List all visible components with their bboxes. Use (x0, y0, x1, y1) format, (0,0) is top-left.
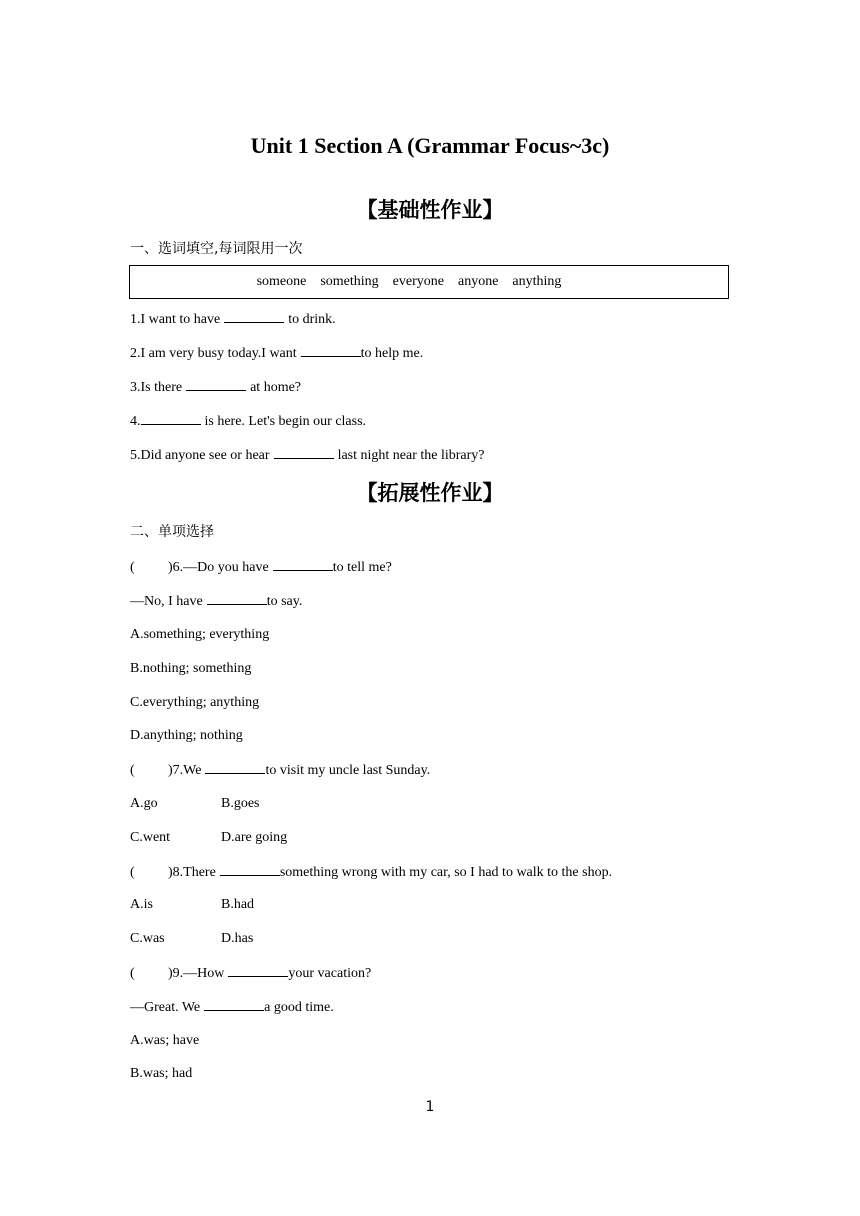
answer-paren[interactable]: ( (130, 560, 135, 575)
answer-blank[interactable] (273, 558, 333, 571)
question-text: 4. (130, 414, 141, 429)
answer-blank[interactable] (224, 310, 284, 323)
option-a[interactable]: A.was; have (130, 1033, 200, 1048)
part-label-fill-in: 一、选词填空,每词限用一次 (130, 241, 303, 257)
option-b[interactable]: B.had (221, 897, 255, 912)
question-text: is here. Let's begin our class. (204, 414, 367, 429)
question-text: to drink. (288, 312, 336, 327)
option-b[interactable]: B.nothing; something (130, 661, 252, 676)
answer-blank[interactable] (301, 344, 361, 357)
answer-blank[interactable] (186, 378, 246, 391)
question-text: 2.I am very busy today.I want (130, 346, 297, 361)
question-8 (130, 863, 612, 882)
question-text: —Great. We (130, 1000, 201, 1015)
answer-paren[interactable]: ( (130, 865, 135, 880)
question-text: )9.—How (168, 966, 225, 981)
question-2 (130, 344, 423, 363)
question-9 (130, 964, 371, 983)
question-7 (130, 761, 430, 780)
answer-blank[interactable] (205, 761, 265, 774)
option-a[interactable]: A.is (130, 897, 153, 912)
option-d[interactable]: D.are going (221, 830, 288, 845)
question-text: —No, I have (130, 594, 203, 609)
question-text: to visit my uncle last Sunday. (265, 763, 431, 778)
question-text: )6.—Do you have (168, 560, 269, 575)
question-text: to say. (266, 594, 303, 609)
option-a[interactable]: A.go (130, 796, 158, 811)
answer-blank[interactable] (207, 592, 267, 605)
word-bank-item: anyone (457, 274, 499, 289)
question-text: )8.There (168, 865, 216, 880)
question-text: a good time. (264, 1000, 334, 1015)
question-4 (130, 412, 366, 431)
question-text: 1.I want to have (130, 312, 221, 327)
answer-blank[interactable] (141, 412, 201, 425)
option-c[interactable]: C.went (130, 830, 171, 845)
question-text: 5.Did anyone see or hear (130, 448, 270, 463)
question-6 (130, 558, 392, 577)
section-heading-basic: 【基础性作业】 (356, 198, 504, 222)
question-text: to help me. (360, 346, 424, 361)
answer-paren[interactable]: ( (130, 763, 135, 778)
word-bank-item: anything (512, 274, 562, 289)
options-row (130, 930, 253, 948)
question-6-line-2 (130, 592, 302, 611)
options-row (130, 896, 254, 914)
word-bank-item: something (320, 274, 379, 289)
answer-paren[interactable]: ( (130, 966, 135, 981)
answer-blank[interactable] (204, 998, 264, 1011)
word-bank-item: everyone (392, 274, 444, 289)
option-d[interactable]: D.anything; nothing (130, 728, 243, 743)
word-bank-box (129, 265, 729, 299)
page-number: 1 (425, 1099, 435, 1115)
option-d[interactable]: D.has (221, 931, 254, 946)
question-text: your vacation? (288, 966, 372, 981)
question-text: something wrong with my car, so I had to walk to the shop. (279, 865, 613, 880)
option-a[interactable]: A.something; everything (130, 627, 270, 642)
answer-blank[interactable] (274, 446, 334, 459)
options-row (130, 829, 287, 847)
question-5 (130, 446, 485, 465)
question-text: )7.We (168, 763, 202, 778)
question-text: to tell me? (332, 560, 392, 575)
options-row (130, 795, 260, 813)
question-1 (130, 310, 336, 329)
word-bank (250, 274, 569, 290)
question-text: last night near the library? (337, 448, 485, 463)
question-text: 3.Is there (130, 380, 183, 395)
section-heading-extended: 【拓展性作业】 (356, 481, 504, 505)
option-b[interactable]: B.was; had (130, 1066, 193, 1081)
page-title: Unit 1 Section A (Grammar Focus~3c) (250, 133, 610, 158)
option-b[interactable]: B.goes (221, 796, 260, 811)
question-3 (130, 378, 301, 397)
answer-blank[interactable] (228, 964, 288, 977)
part-label-multiple-choice: 二、单项选择 (130, 524, 214, 540)
option-c[interactable]: C.everything; anything (130, 695, 260, 710)
option-c[interactable]: C.was (130, 931, 165, 946)
answer-blank[interactable] (220, 863, 280, 876)
question-text: at home? (250, 380, 302, 395)
word-bank-item: someone (256, 274, 307, 289)
question-9-line-2 (130, 998, 334, 1017)
